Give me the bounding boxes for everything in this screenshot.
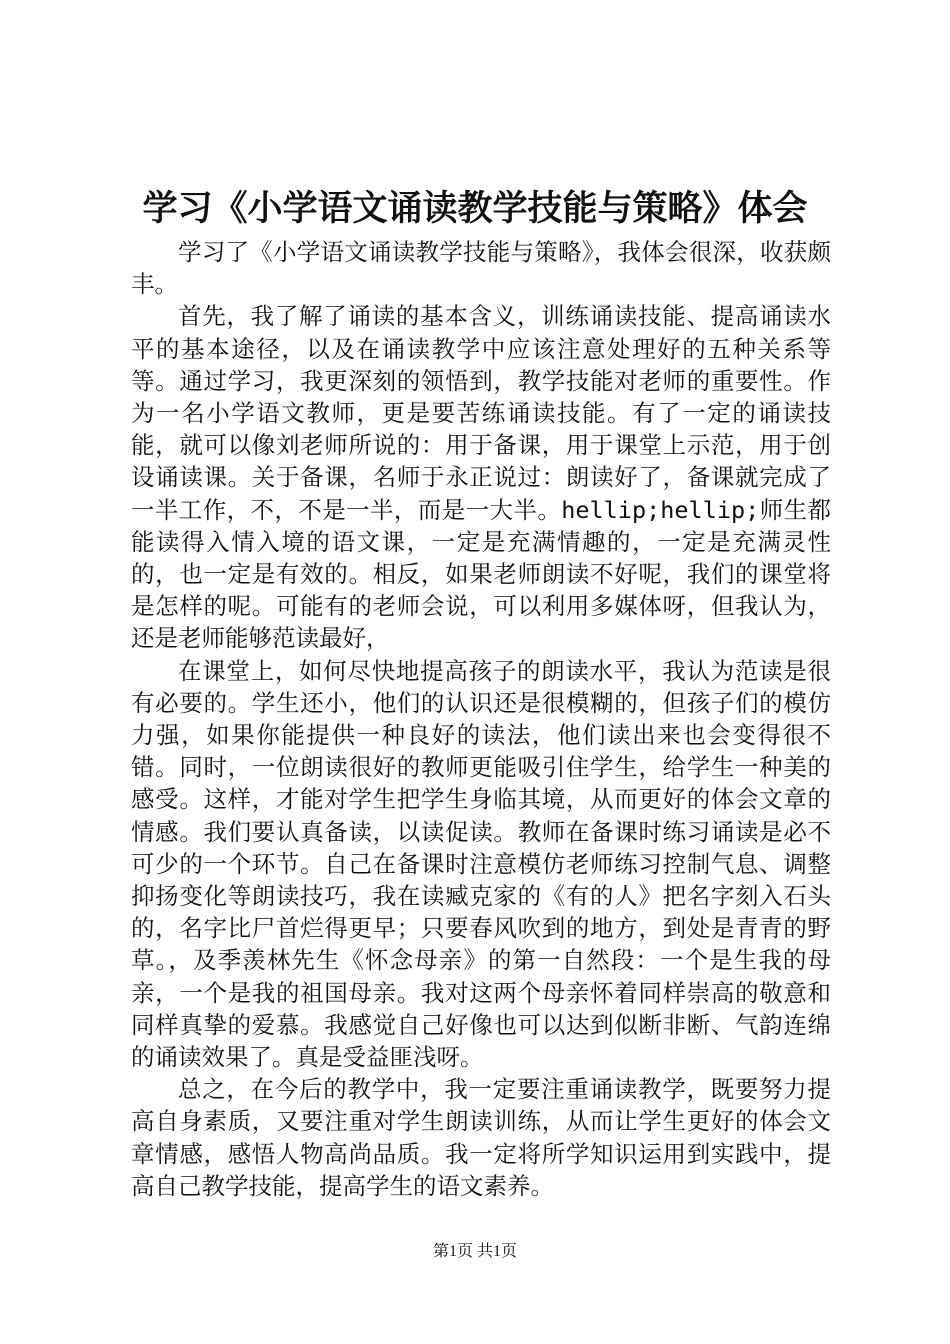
document-body (131, 236, 831, 1202)
document-title: 学习《小学语文诵读教学技能与策略》体会 (142, 188, 808, 229)
paragraph-intro: 学习了《小学语文诵读教学技能与策略》，我体会很深，收获颇丰。 (131, 238, 831, 299)
paragraph-conclusion: 总之，在今后的教学中，我一定要注重诵读教学，既要努力提高自身素质，又要注重对学生朗读训练，从而让学生更好的体会文章情感，感悟人物高尚品质。我一定将所学知识运用到实践中，提高自己教学技能，提高学生的语文素养。 (131, 1075, 831, 1200)
paragraph-first: 首先，我了解了诵读的基本含义，训练诵读技能、提高诵读水平的基本途径，以及在诵读教学中应该注意处理好的五种关系等等。通过学习，我更深刻的领悟到，教学技能对老师的重要性。作为一名小学语文教师，更是要苦练诵读技能。有了一定的诵读技能，就可以像刘老师所说的：用于备课，用于课堂上示范，用于创设诵读课。关于备课，名师于永正说过：朗读好了，备课就完成了一半工作，不，不是一半，而是一大半。hellip;hellip;师生都能读得入情入境的语文课，一定是充满情趣的，一定是充满灵性的，也一定是有效的。相反，如果老师朗读不好呢，我们的课堂将是怎样的呢。可能有的老师会说，可以利用多媒体呀，但我认为，还是老师能够范读最好， (131, 302, 831, 653)
paragraph-classroom: 在课堂上，如何尽快地提高孩子的朗读水平，我认为范读是很有必要的。学生还小，他们的认识还是很模糊的，但孩子们的模仿力强，如果你能提供一种良好的读法，他们读出来也会变得很不错。同时，一位朗读很好的教师更能吸引住学生，给学生一种美的感受。这样，才能对学生把学生身临其境，从而更好的体会文章的情感。我们要认真备读，以读促读。教师在备课时练习诵读是必不可少的一个环节。自己在备课时注意模仿老师练习控制气息、调整抑扬变化等朗读技巧，我在读臧克家的《有的人》把名字刻入石头的，名字比尸首烂得更早；只要春风吹到的地方，到处是青青的野草。，及季羡林先生《怀念母亲》的第一自然段：一个是生我的母亲，一个是我的祖国母亲。我对这两个母亲怀着同样崇高的敬意和同样真挚的爱慕。我感觉自己好像也可以达到似断非断、气韵连绵的诵读效果了。真是受益匪浅呀。 (131, 656, 831, 1072)
page-number-footer: 第1页 共1页 (432, 1243, 517, 1260)
